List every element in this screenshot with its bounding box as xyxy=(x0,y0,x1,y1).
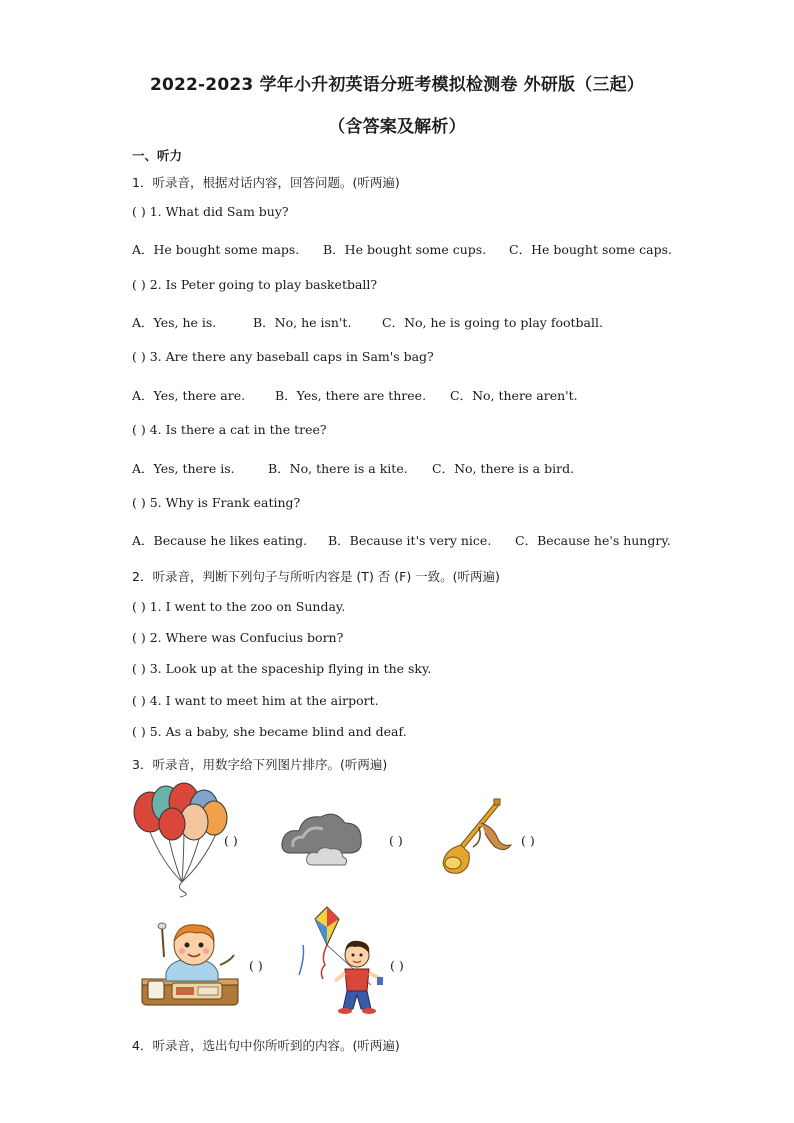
cloud-picture xyxy=(279,805,363,871)
q1-item-1-option-a: A．He bought some maps. xyxy=(132,242,300,257)
q2-item-5: ( ) 5. As a baby, she became blind and deaf. xyxy=(132,724,407,739)
q2-item-4: ( ) 4. I want to meet him at the airport. xyxy=(132,693,379,708)
q1-item-5-option-c: C．Because he's hungry. xyxy=(515,533,671,548)
q1-item-2-option-b: B．No, he isn't. xyxy=(253,315,352,330)
q1-item-1-option-b: B．He bought some cups. xyxy=(323,242,487,257)
q1-item-2-prompt: ( ) 2. Is Peter going to play basketball? xyxy=(132,277,378,292)
document-title-line1: 2022-2023 学年小升初英语分班考模拟检测卷 外研版（三起） xyxy=(149,75,645,95)
q1-item-4-option-b: B．No, there is a kite. xyxy=(268,461,408,476)
q3-blank-2[interactable]: ( ) xyxy=(389,833,403,848)
q1-item-2-option-a: A．Yes, he is. xyxy=(132,315,217,330)
q1-item-4-option-a: A．Yes, there is. xyxy=(132,461,235,476)
section-heading-listening: 一、听力 xyxy=(132,148,183,163)
q4-instruction: 4．听录音，选出句中你所听到的内容。(听两遍) xyxy=(132,1038,400,1053)
q1-item-5-prompt: ( ) 5. Why is Frank eating? xyxy=(132,495,301,510)
trumpet-picture xyxy=(439,797,519,877)
boy-kite-picture xyxy=(295,905,395,1020)
q2-item-3: ( ) 3. Look up at the spaceship flying in the sky. xyxy=(132,661,432,676)
q3-blank-3[interactable]: ( ) xyxy=(521,833,535,848)
q3-blank-4[interactable]: ( ) xyxy=(249,958,263,973)
q1-item-4-prompt: ( ) 4. Is there a cat in the tree? xyxy=(132,422,327,437)
q1-item-4-option-c: C．No, there is a bird. xyxy=(432,461,575,476)
boy-eating-picture xyxy=(140,917,244,1009)
q1-item-5-option-b: B．Because it's very nice. xyxy=(328,533,492,548)
balloons-picture xyxy=(132,782,230,897)
q1-item-3-option-b: B．Yes, there are three. xyxy=(275,388,427,403)
q1-item-1-option-c: C．He bought some caps. xyxy=(509,242,672,257)
q1-item-3-option-a: A．Yes, there are. xyxy=(132,388,246,403)
q3-blank-5[interactable]: ( ) xyxy=(390,958,404,973)
q3-instruction: 3．听录音，用数字给下列图片排序。(听两遍) xyxy=(132,757,388,772)
q3-blank-1[interactable]: ( ) xyxy=(224,833,238,848)
q2-item-1: ( ) 1. I went to the zoo on Sunday. xyxy=(132,599,346,614)
q1-instruction: 1．听录音，根据对话内容，回答问题。(听两遍) xyxy=(132,175,400,190)
document-title-line2: （含答案及解析） xyxy=(328,117,466,137)
q1-item-2-option-c: C．No, he is going to play football. xyxy=(382,315,603,330)
q2-instruction: 2．听录音，判断下列句子与所听内容是 (T) 否 (F) 一致。(听两遍) xyxy=(132,569,500,584)
q1-item-3-prompt: ( ) 3. Are there any baseball caps in Sam's bag? xyxy=(132,349,434,364)
q1-item-5-option-a: A．Because he likes eating. xyxy=(132,533,308,548)
q2-item-2: ( ) 2. Where was Confucius born? xyxy=(132,630,344,645)
q1-item-3-option-c: C．No, there aren't. xyxy=(450,388,578,403)
q1-item-1-prompt: ( ) 1. What did Sam buy? xyxy=(132,204,289,219)
